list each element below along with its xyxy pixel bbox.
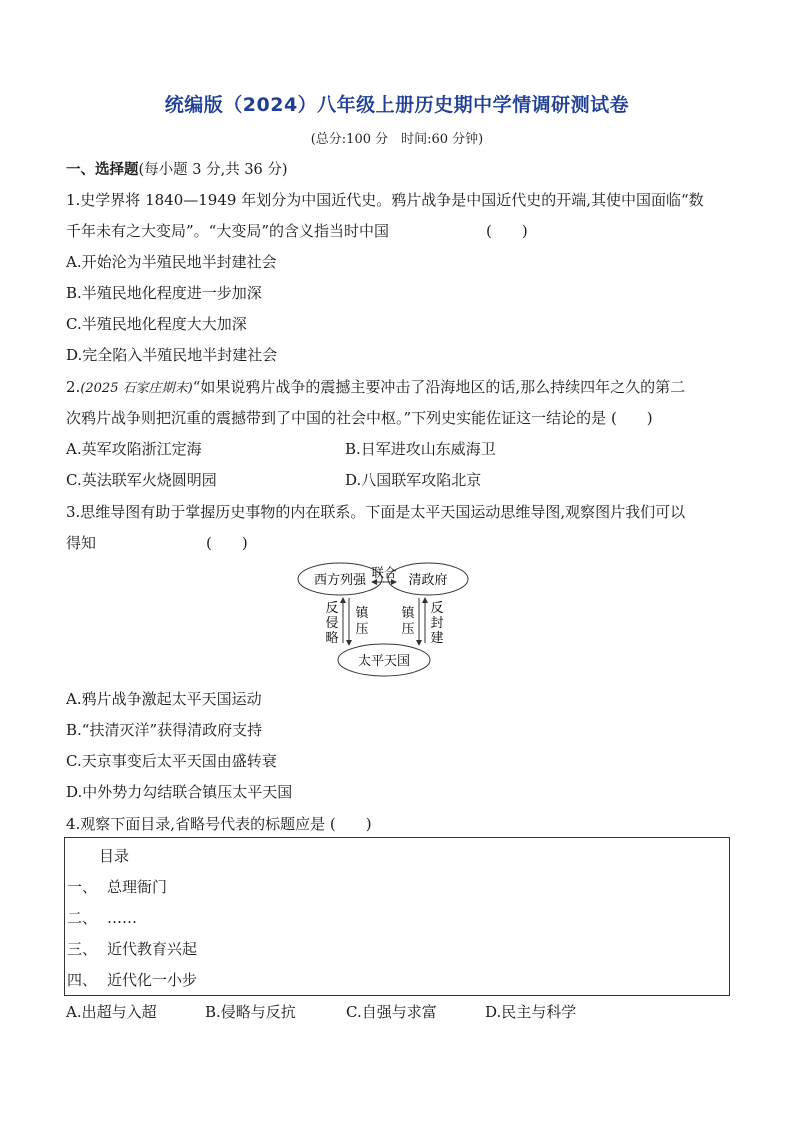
q4-option-b[interactable]: B.侵略与反抗 — [205, 1003, 296, 1021]
label-suppress-left-1: 镇 — [355, 606, 369, 621]
toc-row-number: 一、 — [67, 878, 98, 896]
toc-row-text: …… — [107, 909, 137, 927]
toc-title: 目录 — [99, 847, 130, 865]
toc-row-number: 二、 — [67, 909, 98, 927]
q1-answer-paren: ( ) — [486, 222, 528, 240]
q4-stem: 4.观察下面目录,省略号代表的标题应是 ( ) — [66, 815, 372, 833]
toc-row-number: 四、 — [67, 971, 98, 989]
q1-option-a[interactable]: A.开始沦为半殖民地半封建社会 — [66, 253, 277, 271]
q3-answer-paren: ( ) — [206, 534, 248, 552]
toc-row-text: 总理衙门 — [107, 878, 168, 896]
exam-subtitle: (总分:100 分 时间:60 分钟) — [310, 132, 484, 147]
label-anti-2: 侵 — [325, 616, 339, 631]
exam-title: 统编版（2024）八年级上册历史期中学情调研测试卷 — [164, 94, 630, 116]
toc-row-text: 近代教育兴起 — [107, 940, 198, 958]
label-antifeudal-3: 建 — [430, 631, 444, 646]
node-qing-government-label: 清政府 — [408, 573, 448, 588]
q2-source: (2025 石家庄期末) — [80, 381, 193, 396]
q2-stem-line2: 次鸦片战争则把沉重的震撼带到了中国的社会中枢。”下列史实能佐证这一结论的是 ( ) — [66, 409, 653, 427]
label-antifeudal-1: 反 — [430, 601, 444, 616]
q2-stem-text: “如果说鸦片战争的震撼主要冲击了沿海地区的话,那么持续四年之久的第二 — [192, 378, 686, 396]
q3-stem-line1: 3.思维导图有助于掌握历史事物的内在联系。下面是太平天国运动思维导图,观察图片我们可以 — [66, 503, 686, 521]
q4-option-a[interactable]: A.出超与入超 — [66, 1003, 157, 1021]
label-anti-1: 反 — [325, 601, 339, 616]
q2-option-d[interactable]: D.八国联军攻陷北京 — [345, 471, 482, 489]
label-anti-3: 略 — [325, 631, 339, 646]
label-antifeudal-2: 封 — [430, 616, 444, 631]
toc-row-text: 近代化一小步 — [107, 971, 198, 989]
label-suppress-left-2: 压 — [355, 622, 369, 637]
q2-number: 2. — [66, 378, 81, 396]
q1-stem-line2 — [66, 221, 528, 241]
q2-option-c[interactable]: C.英法联军火烧圆明园 — [66, 471, 217, 489]
q2-stem-line1 — [66, 377, 685, 399]
q2-option-a[interactable]: A.英军攻陷浙江定海 — [66, 440, 202, 458]
section-note: (每小题 3 分,共 36 分) — [138, 162, 288, 178]
q1-option-c[interactable]: C.半殖民地化程度大大加深 — [66, 315, 247, 333]
section-title: 一、选择题 — [66, 162, 139, 178]
toc-row-number: 三、 — [67, 940, 98, 958]
node-taiping-label: 太平天国 — [357, 654, 411, 669]
q3-option-b[interactable]: B.“扶清灭洋”获得清政府支持 — [66, 721, 263, 739]
q3-option-a[interactable]: A.鸦片战争激起太平天国运动 — [66, 690, 262, 708]
q4-option-d[interactable]: D.民主与科学 — [485, 1003, 577, 1021]
q3-option-d[interactable]: D.中外势力勾结联合镇压太平天国 — [66, 783, 293, 801]
q1-stem-text: 千年未有之大变局”。“大变局”的含义指当时中国 — [66, 222, 390, 240]
q1-option-d[interactable]: D.完全陷入半殖民地半封建社会 — [66, 346, 278, 364]
table-of-contents-box — [64, 837, 730, 996]
q1-stem-line1: 1.史学界将 1840—1949 年划分为中国近代史。鸦片战争是中国近代史的开端,其使中国面临“数 — [66, 191, 704, 209]
taiping-mind-map — [294, 560, 474, 680]
q3-stem-line2 — [66, 533, 248, 553]
q3-option-c[interactable]: C.天京事变后太平天国由盛转衰 — [66, 752, 277, 770]
section-heading — [66, 160, 288, 180]
node-western-powers-label: 西方列强 — [313, 573, 367, 588]
q2-option-b[interactable]: B.日军进攻山东威海卫 — [345, 440, 496, 458]
label-suppress-right-1: 镇 — [401, 606, 415, 621]
link-label-unite: 联合 — [371, 565, 397, 580]
label-suppress-right-2: 压 — [401, 622, 415, 637]
q1-option-b[interactable]: B.半殖民地化程度进一步加深 — [66, 284, 262, 302]
q3-stem-text: 得知 — [66, 534, 97, 552]
q4-option-c[interactable]: C.自强与求富 — [346, 1003, 437, 1021]
